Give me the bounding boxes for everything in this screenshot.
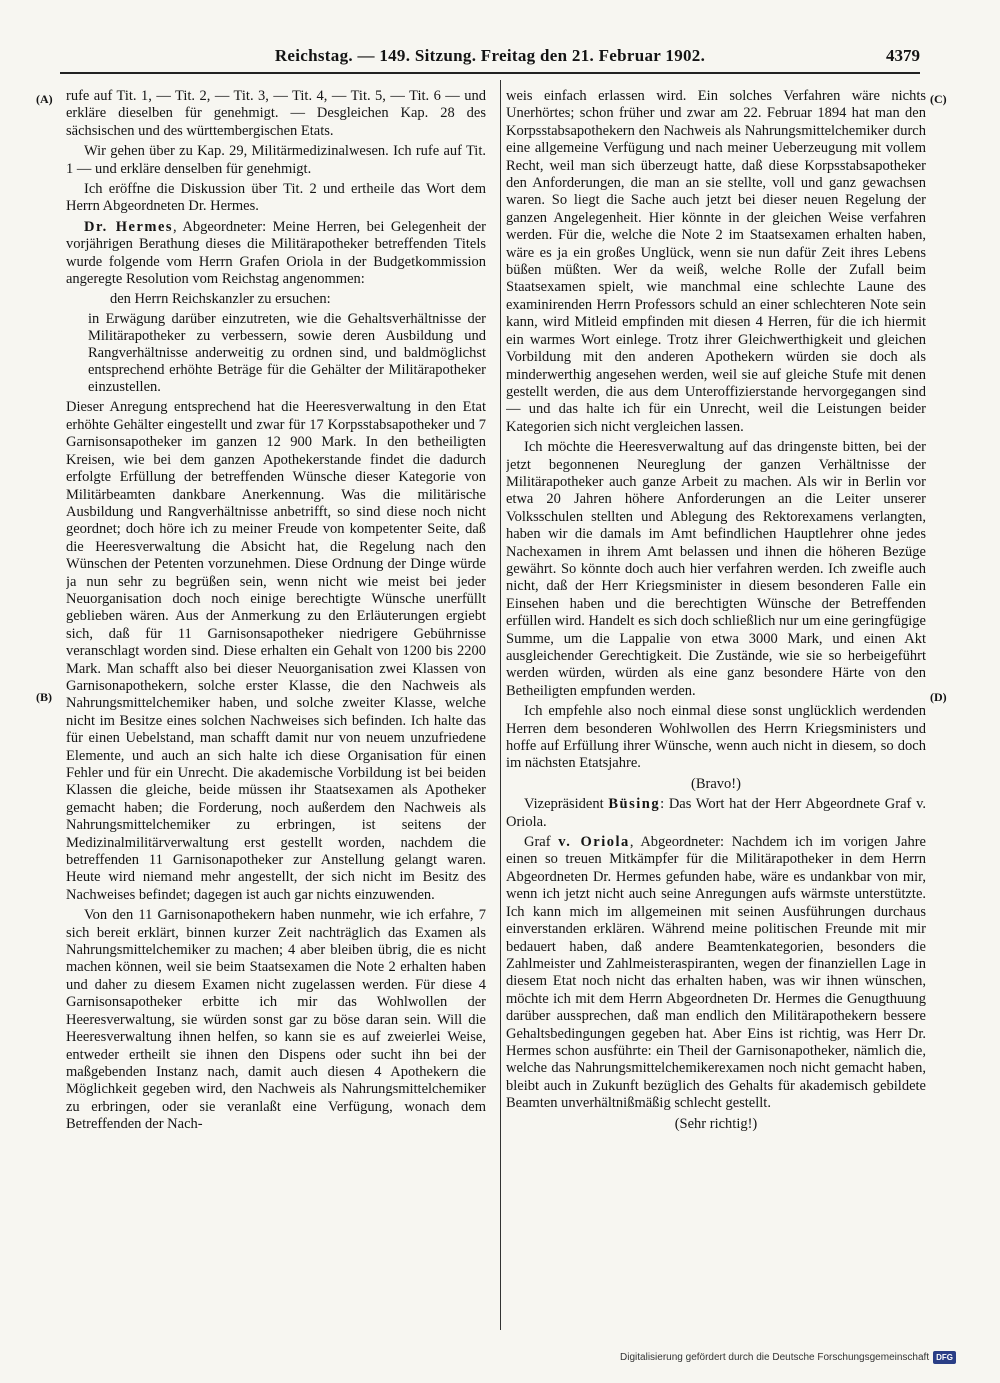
paragraph [506,834,926,1113]
page-number: 4379 [886,46,920,65]
paragraph [66,219,486,289]
paragraph: rufe auf Tit. 1, — Tit. 2, — Tit. 3, — Tit. 4, — Tit. 5, — Tit. 6 — und erkläre dieselben für genehmigt. — Desgleichen Kap. 28 des sächsischen und des württembergischen Etats. [66,88,486,139]
dfg-logo-icon: DFG [933,1351,956,1364]
paragraph [506,796,926,831]
footer-text: Digitalisierung gefördert durch die Deutsche Forschungsgemeinschaft [620,1352,930,1363]
right-column [506,88,926,1338]
speech-text: , Abgeordneter: Nachdem ich im vorigen Jahre einen so treuen Mitkämpfer für die Militärapotheker in dem Herrn Abgeordneten Dr. Hermes gefunden habe, wäre es undankbar von mir, wenn ich jetzt nicht auch seine Anregungen aufs wärmste unterstützte. Ich kann mich im allgemeinen mit seinen Ausführungen durchaus einverstanden erklären. Während meine politischen Freunde mit mir bedauert haben, daß andere Beamtenkategorien, besonders die Zahlmeister und Zahlmeisteraspiranten, wegen der finanziellen Lage in diesem Etat noch nicht das erhalten haben, was wir ihnen wünschen, möchte ich mit dem Herrn Abgeordneten Dr. Hermes die Genugthuung darüber aussprechen, daß man endlich den Militärapothekern bessere Gehaltsbedingungen gegeben hat. Aber Eins ist richtig, was Herr Dr. Hermes schon ausführte: ein Theil der Garnisonapotheker, nämlich die, welche das Nahrungsmittelchemikerexamen noch nicht gemacht haben, bleibt auch in Zukunft bezüglich des Gehalts für akademisch gebildete Beamten unverhältnißmäßig schlecht gestellt. [506,834,926,1112]
speech-text: , Abgeordneter: Meine Herren, bei Gelegenheit der vorjährigen Berathung dieses die Militärapotheker betreffenden Titels wurde folgende vom Herrn Grafen Oriola in der Budgetkommission angeregte Resolution vom Reichstag angenommen: [66,218,486,288]
paragraph: Ich möchte die Heeresverwaltung auf das dringenste bitten, bei der jetzt begonnenen Neureglung der ganzen Verhältnisse der Militärapotheker auch ganze Arbeit zu machen. Als wir in Berlin vor etwa 20 Jahren höhere Anforderungen an die Leiter unserer Volksschulen stellten und Ablegung des Rektorexamens verlangten, haben wir die damals im Amt befindlichen Hauptlehrer ohne jedes Nachexamen in ihrem Amt belassen und ihnen die höheren Bezüge gewährt. So könnte doch auch hier verfahren werden. Ich zweifle auch nicht, daß der Herr Kriegsminister in diesem besonderen Falle ein Einsehen haben und die berechtigten Wünsche der Betreffenden erfüllen wird. Handelt es sich doch schließlich nur um eine geringfügige Summe, um die Lappalie von etwa 3000 Mark, und einen Akt ausgleichender Gerechtigkeit. Die Zustände, wie sie so herbeigeführt werden würden, würden als eine ganz besondere Härte von den Betheiligten empfunden werden. [506,439,926,699]
paragraph: Ich empfehle also noch einmal diese sonst unglücklich werdenden Herren dem besonderen Wohlwollen des Herrn Kriegsministers und hoffe auf Erfüllung ihrer Wünsche, wenn auch nicht in diesem, so doch im nächsten Etatsjahre. [506,703,926,772]
footer-credit [620,1351,956,1364]
speaker-title: Graf [524,834,559,851]
margin-marker-a: (A) [36,92,53,106]
speaker-name: v. Oriola [558,834,630,851]
page-header [60,46,920,74]
page-title: Reichstag. — 149. Sitzung. Freitag den 21. Februar 1902. [274,46,706,65]
speaker-name: Büsing [608,796,661,813]
interjection: (Bravo!) [691,775,741,792]
resolution-text: den Herrn Reichskanzler zu ersuchen: [110,291,331,308]
paragraph: Wir gehen über zu Kap. 29, Militärmedizinalwesen. Ich rufe auf Tit. 1 — und erkläre denselben für genehmigt. [66,143,486,177]
margin-marker-c: (C) [930,92,947,106]
paragraph: Dieser Anregung entsprechend hat die Heeresverwaltung in den Etat erhöhte Gehälter eingestellt und zwar für 17 Korpsstabsapotheker und 7 Garnisonsapotheker im ganzen 12 900 Mark. In den betheiligten Kreisen, wie bei dem ganzen Apothekerstande findet die dadurch erfolgte Erfüllung der betreffenden Wünsche dieser Kategorie von Militärbeamten dankbare Anerkennung. Was die militärische Ausbildung und Rangverhältnisse anbetrifft, so sind diese noch nicht geordnet; doch höre ich zu meiner Freude von kompetenter Seite, daß die Heeresverwaltung die Absicht hat, die Regelung nach den Wünschen der Petenten vorzunehmen. Diese Ordnung der Dinge würde ja nun sehr zu begrüßen sein, wenn nicht wie meist bei jeder Neuorganisation doch noch einige berechtigte Wünsche unerfüllt geblieben wären. Aus der Anmerkung zu den Erläuterungen ergiebt sich, daß für 11 Garnisonsapotheker niedrigere Gebührnisse veranschlagt worden sind. Diese erhalten ein Gehalt von 1200 bis 2200 Mark. Man schafft also bei dieser Neuorganisation zwei Klassen von Garnisonapothekern, solche erster Klasse, die den Nachweis als Nahrungsmittelchemiker haben, und solche zweiter Klasse, welche nicht im Besitze eines solchen Nachweises sich befinden. Ich halte das für einen Uebelstand, man schafft damit nur von neuem unzufriedene Elemente, und auch an sich halte ich diese Organisation für einen Fehler und für ein Unrecht. Die akademische Vorbildung ist bei beiden Klassen die gleiche, beide müssen ihr Staatsexamen als Apotheker gemacht haben; die Forderung, noch außerdem den Nachweis als Nahrungsmittelchemiker zu erbringen, ist seitens der Medizinalmilitärverwaltung erst gestellt worden, nachdem die betreffenden 11 Garnisonapotheker zur Anstellung gelangt waren. Heute wird niemand mehr angestellt, der sich nicht im Besitz des Nachweises befindet; dagegen ist auch gar nichts einzuwenden. [66,399,486,903]
speaker-title: Vizepräsident [524,796,609,813]
left-column [66,88,486,1338]
resolution-text: in Erwägung darüber einzutreten, wie die Gehaltsverhältnisse der Militärapotheker zu verbessern, sowie deren Ausbildung und Rangverhältnisse anderweitig zu ordnen sind, und baldmöglichst entsprechend erhöhte Beträge für die Gehälter der Militärapotheker einzustellen. [88,311,486,396]
paragraph: Ich eröffne die Diskussion über Tit. 2 und ertheile das Wort dem Herrn Abgeordneten Dr. Hermes. [66,181,486,215]
interjection: (Sehr richtig!) [674,1115,758,1132]
paragraph: weis einfach erlassen wird. Ein solches Verfahren wäre nichts Unerhörtes; schon früher und zwar am 22. Februar 1894 hat man den Korpsstabsapothekern den Nachweis als Nahrungsmittelchemiker durch eine allgemeine Verfügung und nach meiner Ueberzeugung mit vollem Recht, weil man sich überzeugt hatte, daß diese Korpsstabsapotheker den Anforderungen, die man an sie stellte, voll und ganz gewachsen waren. So liegt die Sache auch jetzt bei dieser neuen Regelung der ganzen Angelegenheit. Hier könnte in der gleichen Weise verfahren werden. Für die, welche die Note 2 im Staatsexamen erhalten haben, wäre es ja ein großes Unglück, wenn sie nun dafür Zeit ihres Lebens büßen müßten. Wer da weiß, welche Rolle der Zufall beim Staatsexamen spielt, wie manchmal eine schlechte Laune des examinirenden Herrn Professors schuld an einer schlechteren Note sein kann, wird Mitleid empfinden mit diesen 4 Herren, für die ich hiermit ein warmes Wort einlege. Trotz ihrer Gleichwerthigkeit und gleichen Vorbildung mit den anderen Apothekern würden sie doch als minderwerthig angesehen werden, weil sie auf gleiche Stufe mit denen gestellt werden, die aus dem Unteroffizierstande hervorgegangen sind — und das halte ich für ein Unrecht, weil die Leistungen beider Kategorien sich nicht vergleichen lassen. [506,88,926,435]
speech-text: : Das Wort hat der Herr Abgeordnete Graf v. Oriola. [506,796,926,830]
column-divider [500,80,501,1330]
paragraph: Von den 11 Garnisonapothekern haben nunmehr, wie ich erfahre, 7 sich bereit erklärt, binnen kurzer Zeit nachträglich das Examen als Nahrungsmittelchemiker zu machen; 4 aber bleiben übrig, die es nicht machen können, weil sie beim Staatsexamen die Note 2 erhalten haben und daher zu diesem Examen nicht zugelassen werden. Für diese 4 Garnisonsapotheker erbitte ich mir das Wohlwollen der Heeresverwaltung, sie würden sonst gar zu böse daran sein. Will die Heeresverwaltung ihnen helfen, so kann sie es auf zweierlei Weise, entweder ertheilt sie ihnen den Dispens oder sucht ihn bei der maßgebenden Instanz nach, damit auch diesen 4 Apothekern die Möglichkeit gegeben wird, den Nachweis als Nahrungsmittelchemiker zu erbringen, oder sie veranlaßt eine Verfügung, wonach dem Betreffenden der Nach- [66,907,486,1133]
margin-marker-d: (D) [930,690,947,704]
margin-marker-b: (B) [36,690,52,704]
speaker-name: Dr. Hermes [84,218,174,235]
